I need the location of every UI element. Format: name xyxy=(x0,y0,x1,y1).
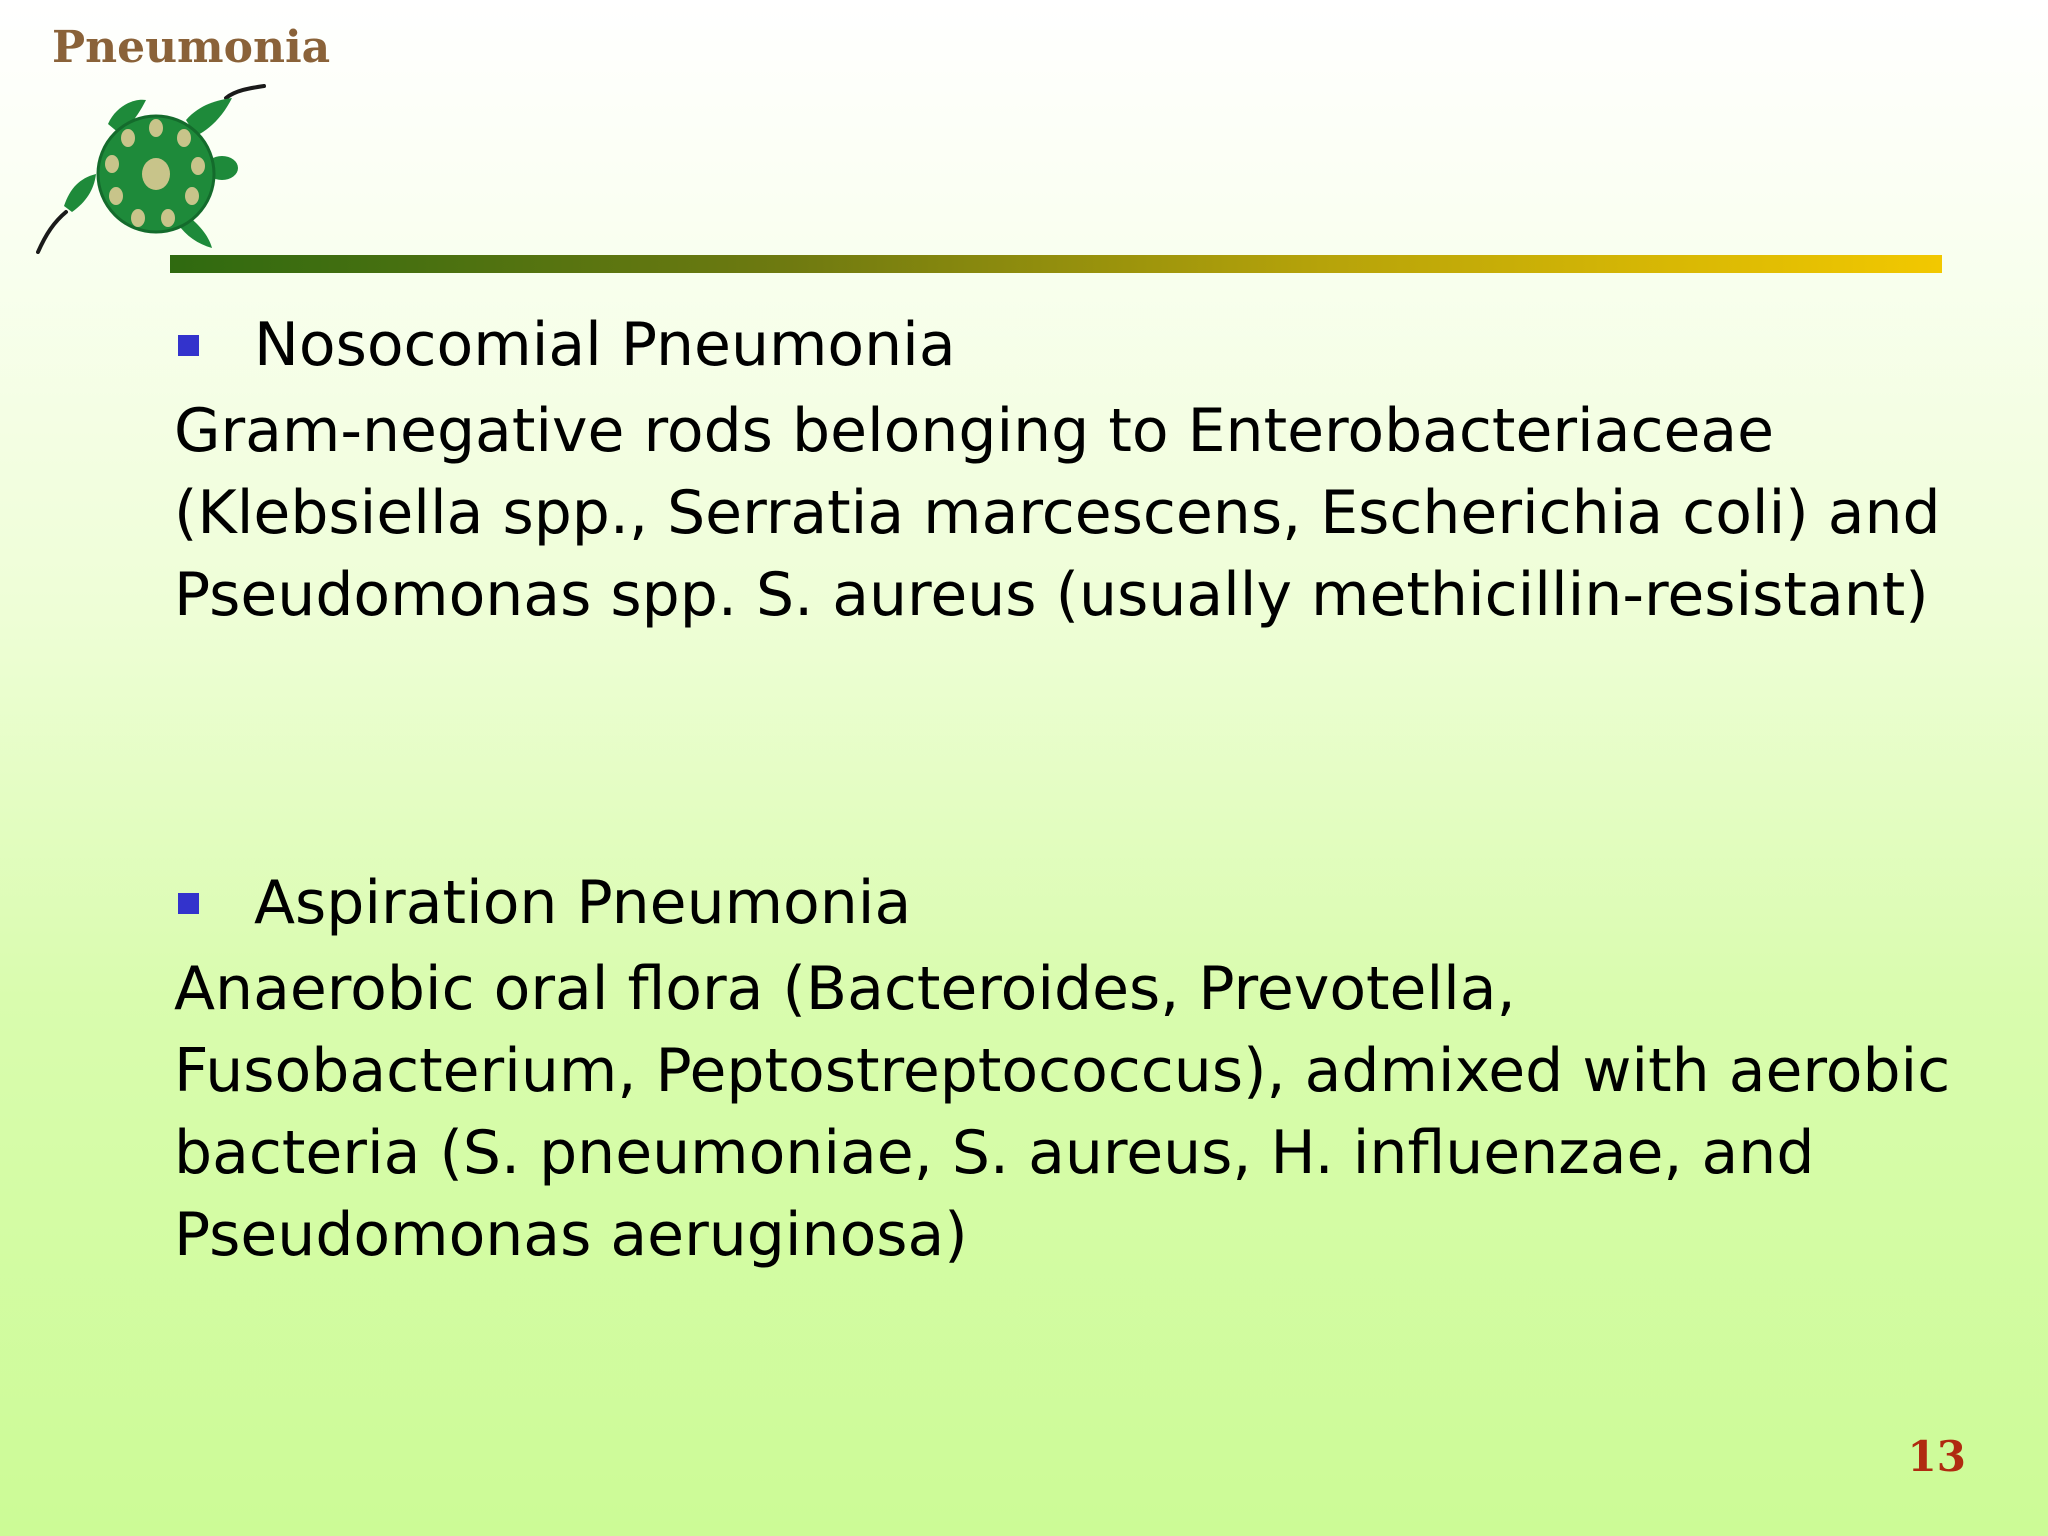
bullet-heading: Nosocomial Pneumonia xyxy=(254,310,956,380)
body-line: Gram-negative rods belonging to Enterobacteriaceae xyxy=(174,396,1775,466)
bullet-heading: Aspiration Pneumonia xyxy=(254,868,912,938)
section-body xyxy=(174,948,2004,1276)
body-line: Pseudomonas spp. S. aureus (usually methicillin-resistant) xyxy=(174,560,1929,630)
section-body xyxy=(174,390,2004,636)
section-nosocomial xyxy=(174,300,2004,636)
body-line: Fusobacterium, Peptostreptococcus), admixed with aerobic xyxy=(174,1036,1951,1106)
bullet-square-icon xyxy=(178,893,199,914)
header-divider-bar xyxy=(170,255,1942,273)
bullet-item xyxy=(174,858,2004,948)
body-line: Anaerobic oral flora (Bacteroides, Prevotella, xyxy=(174,954,1516,1024)
body-line: Pseudomonas aeruginosa) xyxy=(174,1200,968,1270)
bullet-item xyxy=(174,300,2004,390)
body-line: (Klebsiella spp., Serratia marcescens, Escherichia coli) and xyxy=(174,478,1941,548)
section-aspiration xyxy=(174,858,2004,1276)
page-number: 13 xyxy=(1907,1432,1966,1481)
body-line: bacteria (S. pneumoniae, S. aureus, H. influenzae, and xyxy=(174,1118,1815,1188)
slide-header-title: Pneumonia xyxy=(52,22,331,73)
bullet-square-icon xyxy=(178,335,199,356)
turtle-logo-icon xyxy=(36,84,268,254)
